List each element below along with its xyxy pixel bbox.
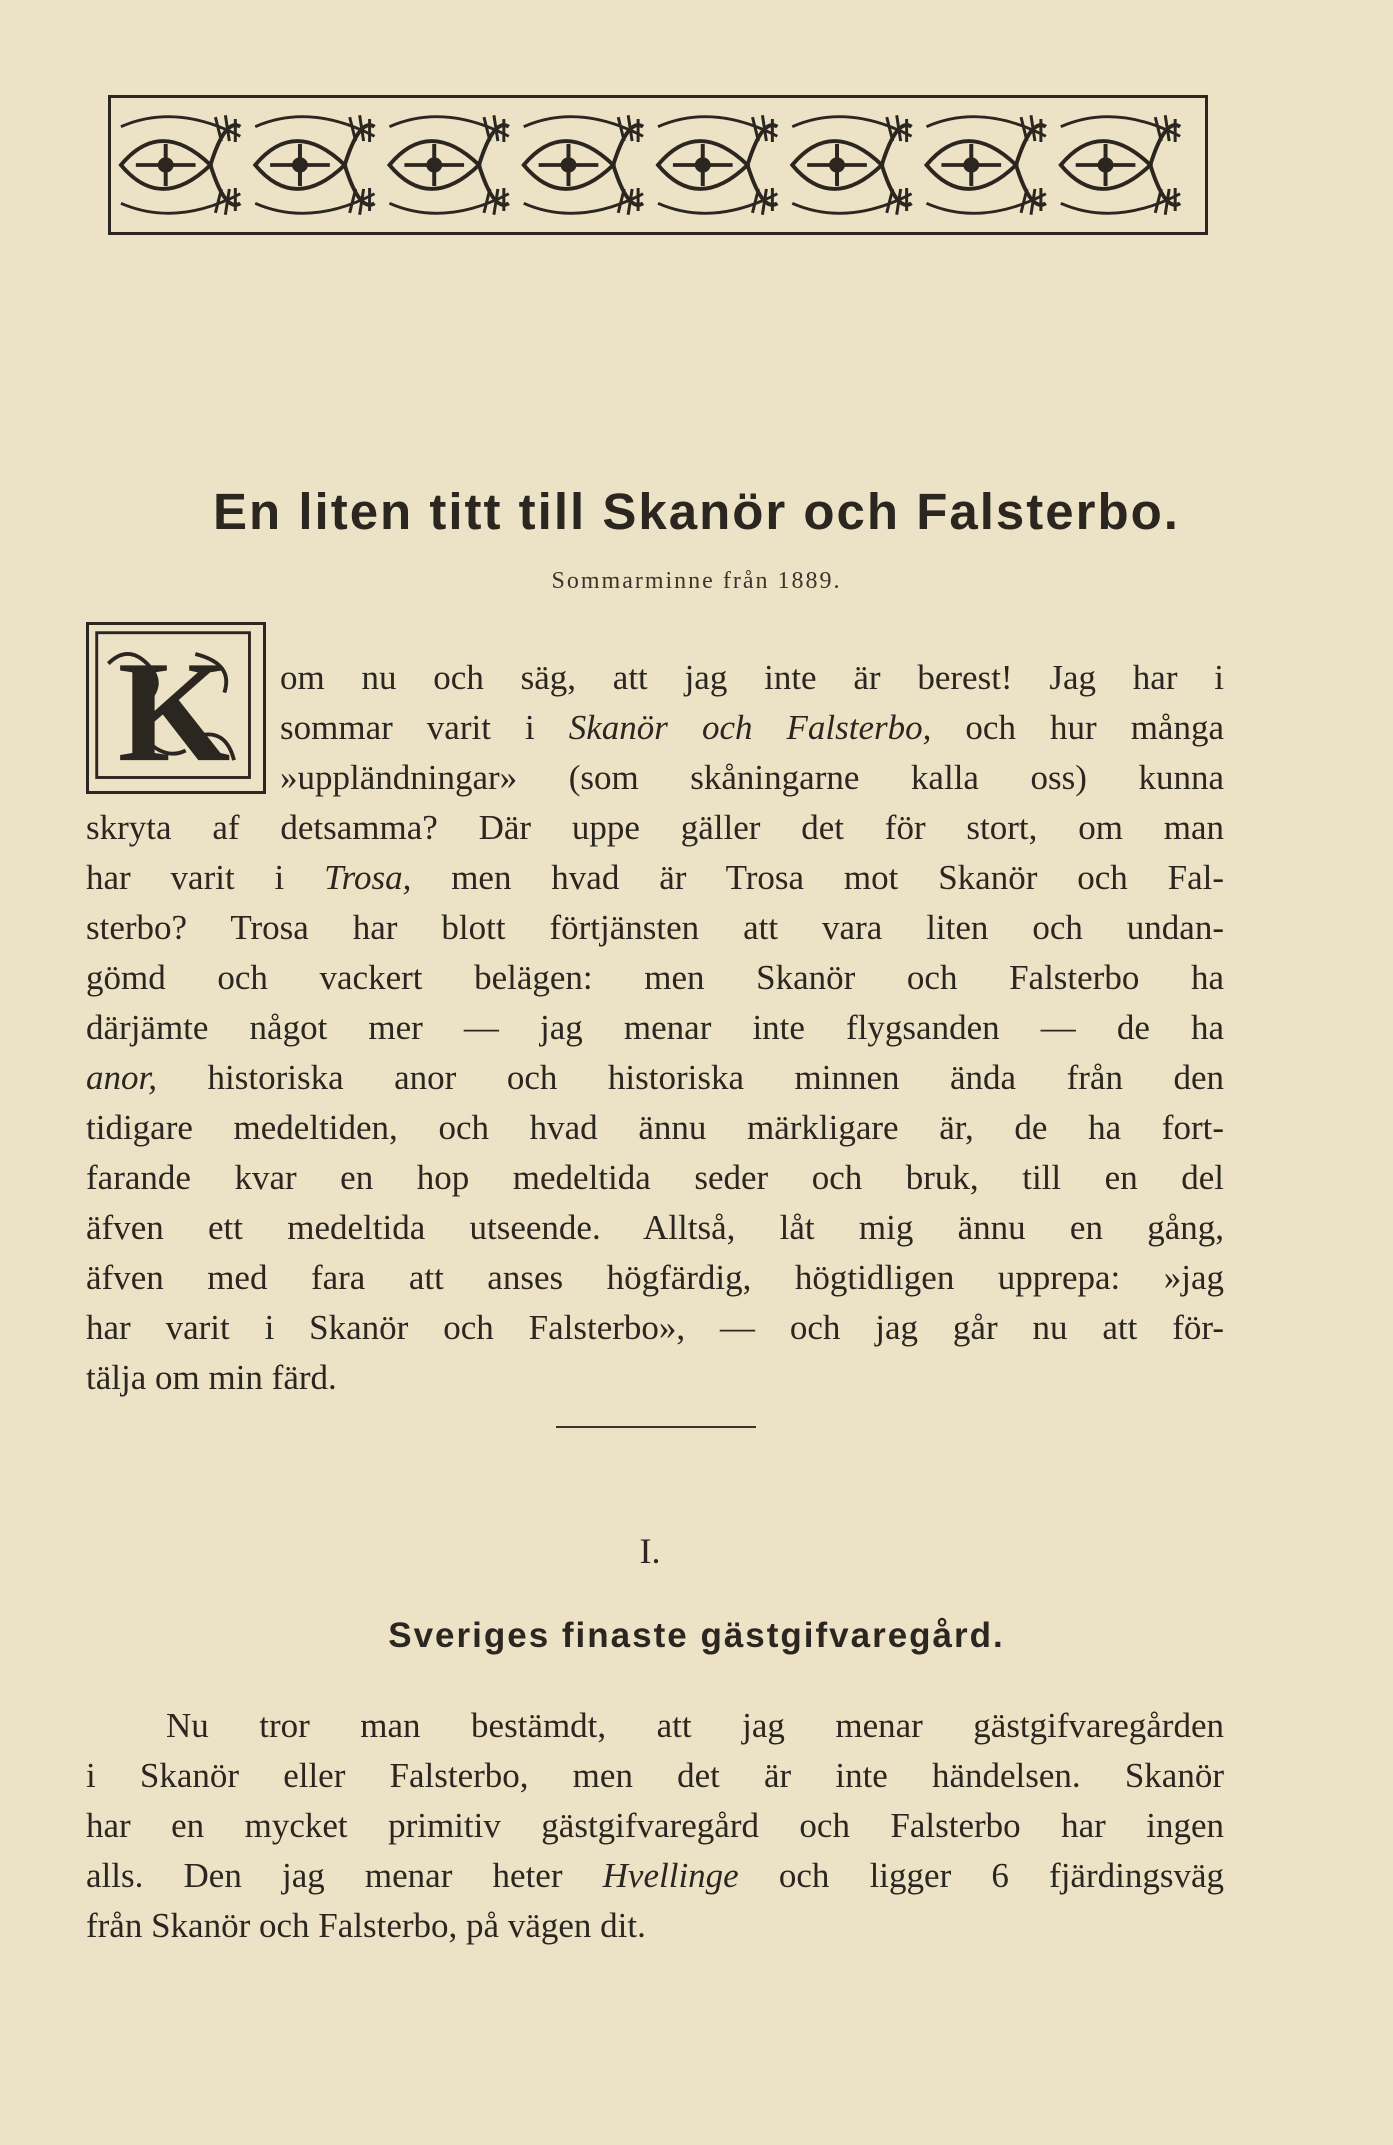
text-line: äfven ett medeltida utseende. Alltså, låt mig ännu en gång, [86,1208,1224,1247]
text-line: Nu tror man bestämdt, att jag menar gästgifvaregården [166,1706,1224,1745]
article-title: En liten titt till Skanör och Falsterbo. [213,483,1180,540]
text-line: skryta af detsamma? Där uppe gäller det för stort, om man [86,808,1224,847]
text-line: har en mycket primitiv gästgifvaregård och Falsterbo har ingen [86,1806,1224,1845]
text-line: från Skanör och Falsterbo, på vägen dit. [86,1906,646,1945]
text-line: om nu och säg, att jag inte är berest! Jag har i [280,658,1224,697]
dropcap-initial-k [86,622,266,794]
ornament-pattern [111,98,1205,232]
text-line: gömd och vackert belägen: men Skanör och Falsterbo ha [86,958,1224,997]
text-line: farande kvar en hop medeltida seder och bruk, till en del [86,1158,1224,1197]
ornamental-header-banner [108,95,1208,235]
text-line: alls. Den jag menar heter Hvellinge och ligger 6 fjärdingsväg [86,1856,1224,1895]
text-line: därjämte något mer — jag menar inte flygsanden — de ha [86,1008,1224,1047]
text-line: sterbo? Trosa har blott förtjänsten att vara liten och undan- [86,908,1224,947]
text-line: har varit i Trosa, men hvad är Trosa mot Skanör och Fal- [86,858,1224,897]
section-number: I. [639,1531,661,1571]
text-line: tidigare medeltiden, och hvad ännu märkligare är, de ha fort- [86,1108,1224,1147]
text-line: i Skanör eller Falsterbo, men det är inte händelsen. Skanör [86,1756,1224,1795]
section-divider [556,1426,756,1428]
text-line: »uppländningar» (som skåningarne kalla oss) kunna [280,758,1224,797]
text-line: tälja om min färd. [86,1358,337,1397]
text-line: äfven med fara att anses högfärdig, högtidligen upprepa: »jag [86,1258,1224,1297]
svg-text:K: K [117,632,231,791]
text-line: har varit i Skanör och Falsterbo», — och jag går nu att för- [86,1308,1224,1347]
section-title: Sveriges finaste gästgifvaregård. [388,1616,1005,1655]
text-line: anor, historiska anor och historiska minnen ända från den [86,1058,1224,1097]
article-subtitle: Sommarminne från 1889. [551,568,842,594]
text-line: sommar varit i Skanör och Falsterbo, och hur många [280,708,1224,747]
